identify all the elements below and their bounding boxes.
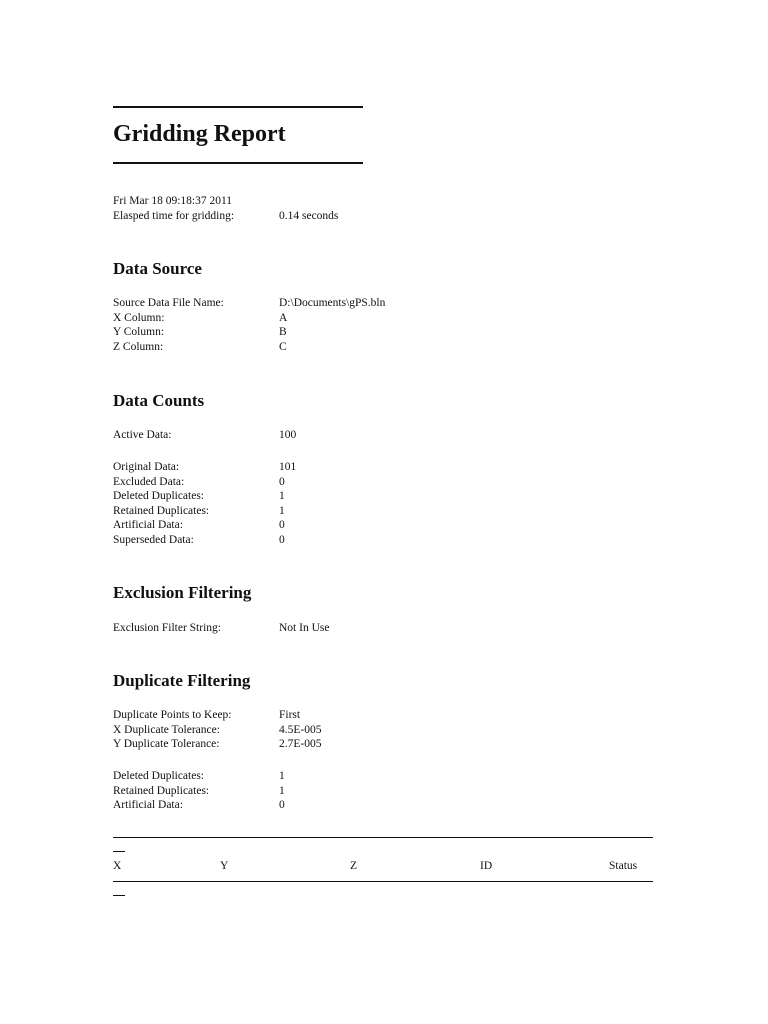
row-value: 1 (279, 784, 285, 797)
row-label: Y Duplicate Tolerance: (113, 738, 220, 750)
active-data-row (113, 428, 513, 443)
row-label: Y Column: (113, 326, 165, 338)
row-value: 0 (279, 475, 285, 488)
row-label: Superseded Data: (113, 533, 194, 546)
duplicate-count-row (113, 769, 513, 784)
row-label: X Column: (113, 311, 165, 324)
row-value: 101 (279, 461, 297, 473)
row-label: Retained Duplicates: (113, 504, 210, 517)
exclusion-filter-row (113, 621, 513, 636)
data-counts-row (113, 460, 513, 475)
column-header-z: Z (350, 860, 358, 872)
data-source-row (113, 325, 513, 340)
column-header-x: X (113, 860, 122, 872)
row-label: Deleted Duplicates: (113, 770, 205, 782)
table-bottom-rule-wrap (113, 895, 125, 896)
row-value: 0 (279, 519, 285, 531)
duplicate-filter-row (113, 708, 513, 723)
row-value: 0 (279, 799, 285, 811)
table-bottom-rule (113, 881, 653, 882)
row-value: A (279, 311, 288, 324)
elapsed-time-label: Elasped time for gridding: (113, 209, 235, 222)
data-source-row (113, 340, 513, 355)
duplicate-filtering-heading: Duplicate Filtering (113, 671, 251, 690)
duplicate-count-row (113, 784, 513, 799)
data-source-row (113, 296, 513, 311)
row-label: Excluded Data: (113, 475, 185, 488)
elapsed-time-value: 0.14 seconds (279, 209, 339, 222)
data-source-row (113, 311, 513, 326)
row-label: Z Column: (113, 340, 164, 353)
elapsed-time-row (113, 209, 513, 224)
row-label: Artificial Data: (113, 519, 183, 531)
column-header-status: Status (609, 860, 638, 872)
row-label: Original Data: (113, 461, 180, 473)
data-source-heading: Data Source (113, 259, 202, 278)
row-value: 0 (279, 533, 285, 546)
column-header-y: Y (220, 860, 229, 872)
report-timestamp: Fri Mar 18 09:18:37 2011 (113, 195, 233, 207)
row-value: 2.7E-005 (279, 738, 322, 750)
row-label: Deleted Duplicates: (113, 490, 205, 502)
row-label: Retained Duplicates: (113, 784, 210, 797)
row-value: 1 (279, 490, 285, 502)
row-value: B (279, 326, 287, 338)
row-label: X Duplicate Tolerance: (113, 723, 220, 736)
row-value: 1 (279, 770, 285, 782)
row-value: First (279, 709, 301, 721)
title-top-rule (113, 106, 363, 108)
column-header-id: ID (480, 860, 493, 872)
row-value: Not In Use (279, 622, 330, 634)
row-value: 4.5E-005 (279, 723, 322, 736)
data-counts-row (113, 518, 513, 533)
row-value: D:\Documents\gPS.bln (279, 297, 386, 309)
data-counts-row (113, 533, 513, 548)
table-top-rule-wrap (113, 851, 125, 852)
row-value: C (279, 340, 287, 353)
table-top-rule (113, 837, 653, 838)
exclusion-filtering-heading: Exclusion Filtering (113, 583, 252, 602)
data-counts-row (113, 504, 513, 519)
row-value: 1 (279, 504, 285, 517)
duplicate-filter-row (113, 723, 513, 738)
duplicate-filter-row (113, 737, 513, 752)
duplicate-count-row (113, 798, 513, 813)
title-bottom-rule (113, 162, 363, 164)
data-counts-row (113, 475, 513, 490)
row-label: Active Data: (113, 429, 172, 441)
row-label: Duplicate Points to Keep: (113, 709, 232, 721)
data-counts-heading: Data Counts (113, 391, 205, 410)
row-value: 100 (279, 429, 297, 441)
report-title: Gridding Report (113, 121, 286, 147)
row-label: Source Data File Name: (113, 297, 224, 309)
row-label: Artificial Data: (113, 799, 183, 811)
data-counts-row (113, 489, 513, 504)
row-label: Exclusion Filter String: (113, 622, 221, 634)
